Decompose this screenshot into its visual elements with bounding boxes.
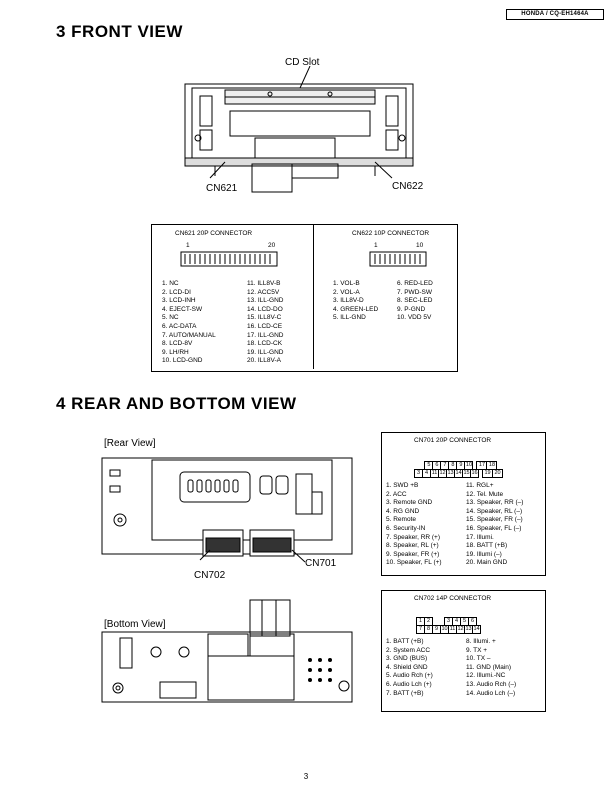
grid-cell: 9 — [456, 461, 465, 470]
cn622-pins-left — [333, 280, 378, 323]
pin: 7. Speaker, RR (+) — [386, 533, 441, 541]
grid-cell: 18 — [486, 461, 497, 470]
pin: 12. ACC5V — [247, 288, 280, 296]
cd-slot-label: CD Slot — [285, 57, 320, 68]
pin: 19. Illumi (–) — [466, 550, 502, 558]
pin: 2. System ACC — [386, 646, 431, 654]
cn622-pin-first: 1 — [374, 242, 378, 249]
cn621-connector-icon — [180, 251, 278, 267]
cn701-pin-grid — [414, 453, 502, 476]
pin: 3. ILL8V-D — [333, 297, 364, 305]
grid-cell: 6 — [468, 617, 477, 626]
pin: 9. Speaker, FR (+) — [386, 550, 440, 558]
pin: 2. VOL-A — [333, 288, 360, 296]
grid-cell: 5 — [424, 461, 433, 470]
cn621-pin-last: 20 — [268, 242, 276, 249]
pin: 14. Audio Lch (–) — [466, 689, 516, 697]
pin: 3. GND (BUS) — [386, 655, 428, 663]
pin: 8. LCD-8V — [162, 340, 193, 348]
pin: 10. VDD 5V — [397, 314, 432, 322]
section-4-title: 4 REAR AND BOTTOM VIEW — [56, 394, 297, 413]
cn701-title: CN701 20P CONNECTOR — [414, 437, 492, 444]
grid-cell: 14 — [455, 470, 462, 476]
pin: 5. Audio Rch (+) — [386, 672, 433, 680]
cn621-pins-left — [162, 280, 216, 366]
grid-cell: 17 — [476, 461, 487, 470]
grid-cell: 4 — [452, 617, 461, 626]
pin: 1. SWD +B — [386, 482, 419, 489]
pin: 9. LH/RH — [162, 348, 189, 356]
pin: 16. Speaker, FL (–) — [466, 524, 522, 532]
grid-cell: 10 — [441, 626, 448, 632]
pin: 4. EJECT-SW — [162, 305, 203, 313]
grid-cell: 5 — [460, 617, 469, 626]
pin: 17. Illumi. — [466, 533, 494, 541]
cn622-connector-icon — [369, 251, 427, 267]
bottom-view-label: [Bottom View] — [104, 619, 166, 630]
pin: 11. ILL8V-B — [247, 280, 281, 287]
pin: 10. LCD-GND — [162, 357, 203, 365]
pin: 15. Speaker, FR (–) — [466, 516, 523, 524]
pin: 19. ILL-GND — [247, 348, 284, 356]
pin: 20. Main GND — [466, 559, 508, 567]
pin: 7. PWD-SW — [397, 288, 433, 296]
pin: 12. Illumi.-NC — [466, 672, 506, 680]
pin: 1. BATT (+B) — [386, 638, 424, 645]
pin: 11. RGL+ — [466, 482, 494, 489]
grid-cell: 11 — [431, 470, 438, 476]
pin: 12. Tel. Mute — [466, 490, 504, 498]
pin: 1. VOL-B — [333, 280, 360, 287]
cn702-pins-left — [386, 638, 433, 698]
grid-cell: 2 — [424, 617, 433, 626]
grid-row-bottom — [416, 617, 480, 632]
cn621-label: CN621 — [206, 183, 238, 194]
cn701-label: CN701 — [305, 558, 337, 569]
cn702-pin-grid — [416, 609, 480, 632]
pin: 18. BATT (+B) — [466, 542, 508, 550]
cn621-pins-right — [247, 280, 284, 366]
pin: 7. AUTO/MANUAL — [162, 331, 216, 339]
pin: 2. ACC — [386, 490, 407, 498]
pin: 6. Security-IN — [386, 524, 426, 532]
cn621-pin-first: 1 — [186, 242, 190, 249]
pin: 13. Speaker, RR (–) — [466, 499, 524, 507]
pin: 3. LCD-INH — [162, 297, 196, 305]
cn702-label: CN702 — [194, 570, 226, 581]
pin: 17. ILL-GND — [247, 331, 284, 339]
pin: 18. LCD-CK — [247, 340, 283, 348]
pin: 5. NC — [162, 314, 179, 322]
cn701-pins-left — [386, 482, 442, 568]
cn621-title: CN621 20P CONNECTOR — [175, 230, 253, 237]
grid-cell: 20 — [492, 469, 503, 478]
pin: 9. P-GND — [397, 305, 426, 313]
grid-cell: 13 — [447, 470, 454, 476]
grid-cell: 8 — [448, 461, 457, 470]
grid-cell: 8 — [424, 625, 433, 634]
grid-cell: 3 — [414, 469, 423, 478]
pin: 1. NC — [162, 280, 179, 287]
cn622-pin-last: 10 — [416, 242, 424, 249]
pin: 8. Illumi. + — [466, 638, 496, 645]
pin: 10. TX – — [466, 655, 491, 663]
grid-cell: 9 — [432, 625, 441, 634]
pin: 3. Remote GND — [386, 499, 433, 507]
grid-cell: 4 — [422, 469, 431, 478]
pin: 6. AC-DATA — [162, 322, 197, 330]
grid-cell: 12 — [457, 626, 464, 632]
cn622-pins-right — [397, 280, 433, 323]
pin: 14. LCD-DO — [247, 305, 283, 313]
pin: 5. ILL-GND — [333, 314, 366, 322]
grid-cell: 3 — [444, 617, 453, 626]
pin: 8. Speaker, RL (+) — [386, 542, 439, 550]
grid-cell: 12 — [439, 470, 446, 476]
pin: 7. BATT (+B) — [386, 689, 424, 697]
grid-row-bottom — [414, 461, 502, 476]
pin: 16. LCD-CE — [247, 322, 283, 330]
model-tag: HONDA / CQ-EH1464A — [506, 9, 604, 20]
pin: 10. Speaker, FL (+) — [386, 559, 442, 567]
pin: 6. Audio Lch (+) — [386, 680, 432, 688]
pin: 4. Shield GND — [386, 663, 428, 671]
grid-cell: 6 — [432, 461, 441, 470]
grid-row-top — [414, 453, 502, 468]
cn701-pins-right — [466, 482, 523, 568]
grid-cell: 13 — [465, 626, 472, 632]
cn702-title: CN702 14P CONNECTOR — [414, 595, 492, 602]
grid-cell: 1 — [416, 617, 425, 626]
pin: 6. RED-LED — [397, 280, 433, 287]
pin: 14. Speaker, RL (–) — [466, 507, 523, 515]
grid-cell: 7 — [416, 625, 425, 634]
bottom-view-drawing — [100, 598, 370, 708]
grid-cell: 10 — [465, 462, 473, 468]
grid-cell: 16 — [471, 470, 478, 476]
pin: 20. ILL8V-A — [247, 357, 281, 365]
pin: 9. TX + — [466, 646, 488, 654]
pin: 15. ILL8V-C — [247, 314, 282, 322]
grid-cell: 19 — [482, 469, 493, 478]
grid-cell: 15 — [463, 470, 470, 476]
pin: 11. GND (Main) — [466, 663, 512, 671]
cn622-title: CN622 10P CONNECTOR — [352, 230, 430, 237]
pin: 5. Remote — [386, 516, 416, 524]
pin: 13. ILL-GND — [247, 297, 284, 305]
front-view-drawing — [170, 66, 430, 196]
section-3-title: 3 FRONT VIEW — [56, 22, 183, 41]
rear-view-label: [Rear View] — [104, 438, 156, 449]
cn622-label: CN622 — [392, 181, 424, 192]
cn702-pins-right — [466, 638, 516, 698]
page-number: 3 — [303, 772, 309, 781]
pin: 13. Audio Rch (–) — [466, 680, 517, 688]
pin: 4. GREEN-LED — [333, 305, 379, 313]
grid-row-top — [416, 609, 480, 624]
grid-cell: 11 — [449, 626, 456, 632]
pin: 8. SEC-LED — [397, 297, 433, 305]
grid-cell: 7 — [440, 461, 449, 470]
pin: 4. RG GND — [386, 507, 420, 515]
pin: 2. LCD-DI — [162, 288, 191, 296]
grid-cell: 14 — [473, 626, 480, 632]
